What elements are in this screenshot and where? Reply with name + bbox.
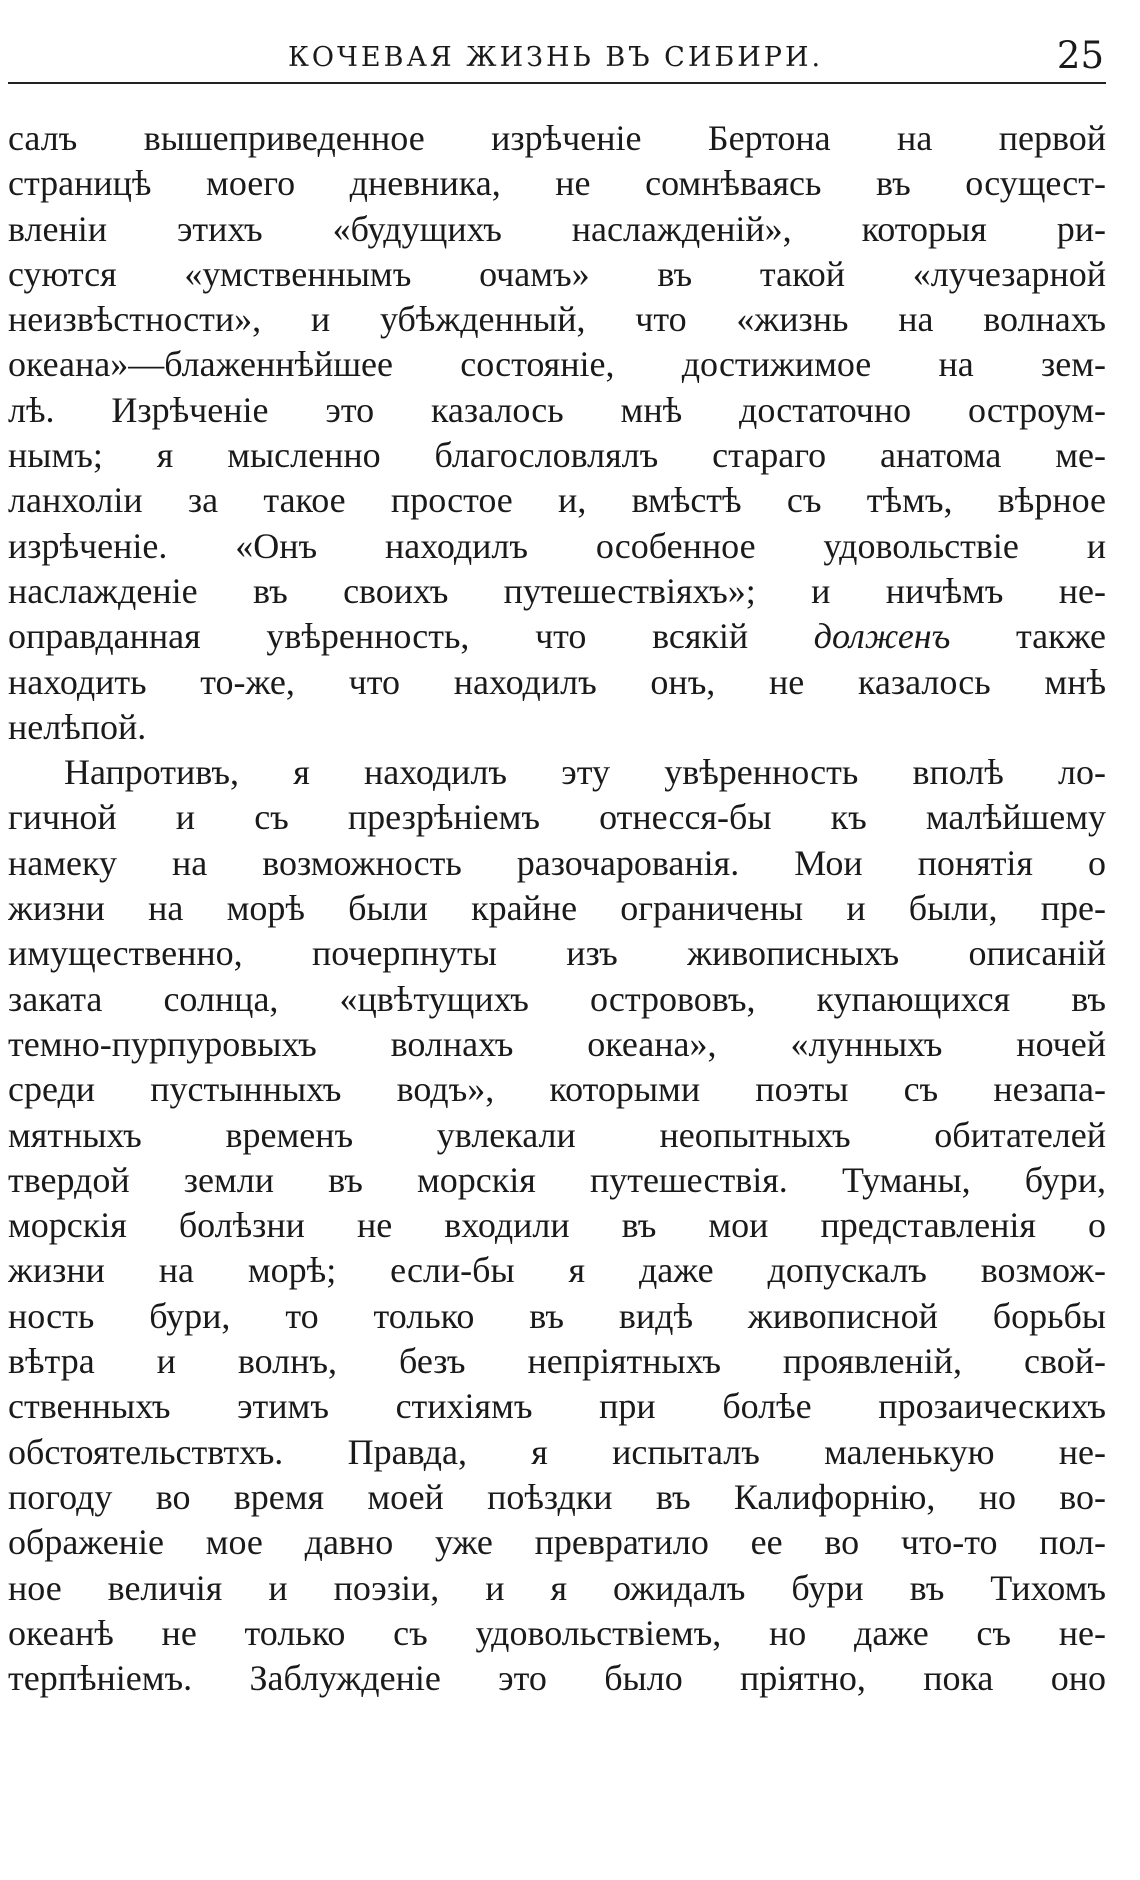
text-line: неизвѣстности», и убѣжденный, что «жизнь на волнахъ: [8, 299, 1106, 340]
text-line: терпѣніемъ. Заблужденіе это было пріятно, пока оно: [8, 1658, 1106, 1699]
text-line: салъ вышеприведенное изрѣченіе Бертона на первой: [8, 118, 1106, 158]
text-line: вѣтра и волнъ, безъ непріятныхъ проявленій, свой-: [8, 1341, 1106, 1382]
text-line: имущественно, почерпнуты изъ живописныхъ описаній: [8, 933, 1106, 974]
text-line: наслажденіе въ своихъ путешествіяхъ»; и ничѣмъ не-: [8, 570, 1106, 611]
text-line: морскія болѣзни не входили въ мои представленія о: [8, 1205, 1106, 1246]
text-line: намеку на возможность разочарованія. Мои понятія о: [8, 842, 1106, 883]
body-text: [8, 116, 1106, 1701]
text-line: лѣ. Изрѣченіе это казалось мнѣ достаточно остроум-: [8, 389, 1106, 430]
text-line: твердой земли въ морскія путешествія. Туманы, бури,: [8, 1159, 1106, 1200]
text-line: гичной и съ презрѣніемъ отнесся-бы къ малѣйшему: [8, 797, 1106, 838]
text-line: вленіи этихъ «будущихъ наслажденій», которыя ри-: [8, 208, 1106, 249]
text-line: ность бури, то только въ видѣ живописной борьбы: [8, 1295, 1106, 1336]
text-line: ображеніе мое давно уже превратило ее во что-то пол-: [8, 1522, 1106, 1563]
text-line: жизни на морѣ были крайне ограничены и были, пре-: [8, 888, 1106, 929]
running-title: КОЧЕВАЯ ЖИЗНЬ ВЪ СИБИРИ.: [288, 42, 824, 73]
book-page: [8, 0, 1106, 1880]
text-line: океанѣ не только съ удовольствіемъ, но даже съ не-: [8, 1612, 1106, 1653]
text-line: жизни на морѣ; если-бы я даже допускалъ возмож-: [8, 1250, 1106, 1291]
text-line: изрѣченіе. «Онъ находилъ особенное удовольствіе и: [8, 525, 1106, 566]
text-segment: также: [950, 616, 1106, 657]
text-line: нелѣпой.: [8, 706, 147, 747]
page-number: 25: [1056, 34, 1104, 77]
text-line: заката солнца, «цвѣтущихъ острововъ, купающихся въ: [8, 978, 1106, 1019]
text-line: суются «умственнымъ очамъ» въ такой «лучезарной: [8, 253, 1106, 294]
text-line: обстоятельствтхъ. Правда, я испыталъ маленькую не-: [8, 1431, 1106, 1472]
text-line-with-italic: [8, 614, 1106, 659]
text-line: темно-пурпуровыхъ волнахъ океана», «лунныхъ ночей: [8, 1023, 1106, 1064]
text-line: погоду во время моей поѣздки въ Калифорнію, но во-: [8, 1476, 1106, 1517]
text-line: страницѣ моего дневника, не сомнѣваясь въ осущест-: [8, 163, 1106, 204]
text-line: ланхоліи за такое простое и, вмѣстѣ съ тѣмъ, вѣрное: [8, 480, 1106, 521]
text-line: среди пустынныхъ водъ», которыми поэты съ незапа-: [8, 1069, 1106, 1110]
page-header: [8, 32, 1106, 84]
text-line: ственныхъ этимъ стихіямъ при болѣе прозаическихъ: [8, 1386, 1106, 1427]
text-segment: оправданная увѣренность, что всякій: [8, 616, 814, 657]
text-line: ное величія и поэзіи, и я ожидалъ бури въ Тихомъ: [8, 1567, 1106, 1608]
paragraph-first-line: Напротивъ, я находилъ эту увѣренность вполѣ ло-: [64, 752, 1106, 793]
italic-word: долженъ: [813, 616, 951, 657]
text-line: океана»—блаженнѣйшее состояніе, достижимое на зем-: [8, 344, 1106, 385]
text-line: находить то-же, что находилъ онъ, не казалось мнѣ: [8, 661, 1106, 702]
text-line: нымъ; я мысленно благословлялъ стараго анатома ме-: [8, 435, 1106, 476]
text-line: мятныхъ временъ увлекали неопытныхъ обитателей: [8, 1114, 1106, 1155]
